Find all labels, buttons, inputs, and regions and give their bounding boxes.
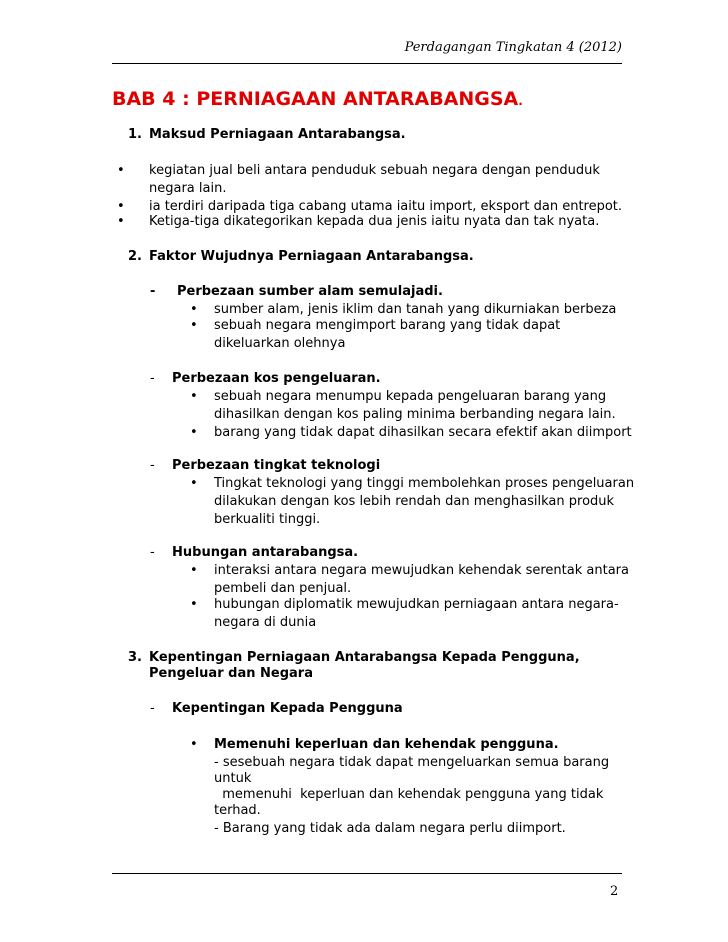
subsection-title: Kepentingan Kepada Pengguna: [172, 701, 403, 716]
bullet-marker: •: [190, 302, 198, 317]
s1-bullet-2: ia terdiri daripada tiga cabang utama iaitu import, eksport dan entrepot.: [149, 199, 623, 214]
f3-bullet-1-line-3: berkualiti tinggi.: [214, 512, 321, 527]
f2-bullet-1-line-1: sebuah negara menumpu kepada pengeluaran barang yang: [214, 389, 607, 404]
section-3-title-line-1: Kepentingan Perniagaan Antarabangsa Kepada Pengguna,: [149, 650, 580, 665]
factor-2-title: Perbezaan kos pengeluaran.: [172, 371, 381, 386]
page-number: 2: [610, 884, 619, 899]
f2-bullet-1-line-2: dihasilkan dengan kos paling minima berbanding negara lain.: [214, 407, 616, 422]
section-3-number: 3.: [128, 650, 142, 665]
bullet-marker: •: [190, 737, 198, 752]
s1-bullet-1-line-1: kegiatan jual beli antara penduduk sebuah negara dengan penduduk: [149, 163, 600, 178]
bullet-marker: •: [190, 425, 198, 440]
factor-1-title: Perbezaan sumber alam semulajadi.: [177, 284, 443, 299]
bullet-marker: •: [190, 476, 198, 491]
bullet-marker: •: [190, 389, 198, 404]
point-title: Memenuhi keperluan dan kehendak pengguna.: [214, 737, 559, 752]
point-line-3: memenuhi keperluan dan kehendak pengguna yang tidak: [214, 787, 604, 802]
f1-bullet-1: sumber alam, jenis iklim dan tanah yang dikurniakan berbeza: [214, 302, 617, 317]
f4-bullet-2-line-2: negara di dunia: [214, 615, 317, 630]
bullet-marker: •: [117, 199, 125, 214]
point-line-1: - sesebuah negara tidak dapat mengeluarkan semua barang: [214, 755, 610, 770]
f4-bullet-1-line-2: pembeli dan penjual.: [214, 581, 352, 596]
section-3-title-line-2: Pengeluar dan Negara: [149, 666, 313, 681]
factor-3-title: Perbezaan tingkat teknologi: [172, 458, 381, 473]
header-rule: [112, 63, 622, 64]
running-header: Perdagangan Tingkatan 4 (2012): [404, 40, 622, 55]
bullet-marker: •: [117, 214, 125, 229]
dash-marker: -: [150, 284, 156, 299]
bullet-marker: •: [190, 318, 198, 333]
point-line-4: terhad.: [214, 803, 261, 818]
point-line-2: untuk: [214, 771, 252, 786]
f1-bullet-2-line-2: dikeluarkan olehnya: [214, 336, 346, 351]
dash-marker: -: [150, 458, 155, 473]
s1-bullet-3: Ketiga-tiga dikategorikan kepada dua jenis iaitu nyata dan tak nyata.: [149, 214, 600, 229]
section-1-title: Maksud Perniagaan Antarabangsa.: [149, 127, 406, 142]
section-2-number: 2.: [128, 249, 142, 264]
chapter-title-dot: .: [518, 94, 523, 108]
f2-bullet-2: barang yang tidak dapat dihasilkan secara efektif akan diimport: [214, 425, 632, 440]
section-2-title: Faktor Wujudnya Perniagaan Antarabangsa.: [149, 249, 474, 264]
dash-marker: -: [150, 545, 155, 560]
section-1-number: 1.: [128, 127, 142, 142]
bullet-marker: •: [117, 163, 125, 178]
bullet-marker: •: [190, 597, 198, 612]
dash-marker: -: [150, 371, 155, 386]
point-line-5: - Barang yang tidak ada dalam negara perlu diimport.: [214, 821, 566, 836]
factor-4-title: Hubungan antarabangsa.: [172, 545, 359, 560]
f4-bullet-1-line-1: interaksi antara negara mewujudkan kehendak serentak antara: [214, 563, 629, 578]
f4-bullet-2-line-1: hubungan diplomatik mewujudkan perniagaan antara negara-: [214, 597, 619, 612]
chapter-title-text: BAB 4 : PERNIAGAAN ANTARABANGSA: [112, 88, 519, 110]
f3-bullet-1-line-1: Tingkat teknologi yang tinggi membolehkan proses pengeluaran: [214, 476, 635, 491]
dash-marker: -: [150, 701, 155, 716]
f3-bullet-1-line-2: dilakukan dengan kos lebih rendah dan menghasilkan produk: [214, 494, 615, 509]
footer-rule: [112, 873, 622, 874]
f1-bullet-2-line-1: sebuah negara mengimport barang yang tidak dapat: [214, 318, 561, 333]
bullet-marker: •: [190, 563, 198, 578]
s1-bullet-1-line-2: negara lain.: [149, 181, 227, 196]
chapter-title: [112, 88, 523, 110]
